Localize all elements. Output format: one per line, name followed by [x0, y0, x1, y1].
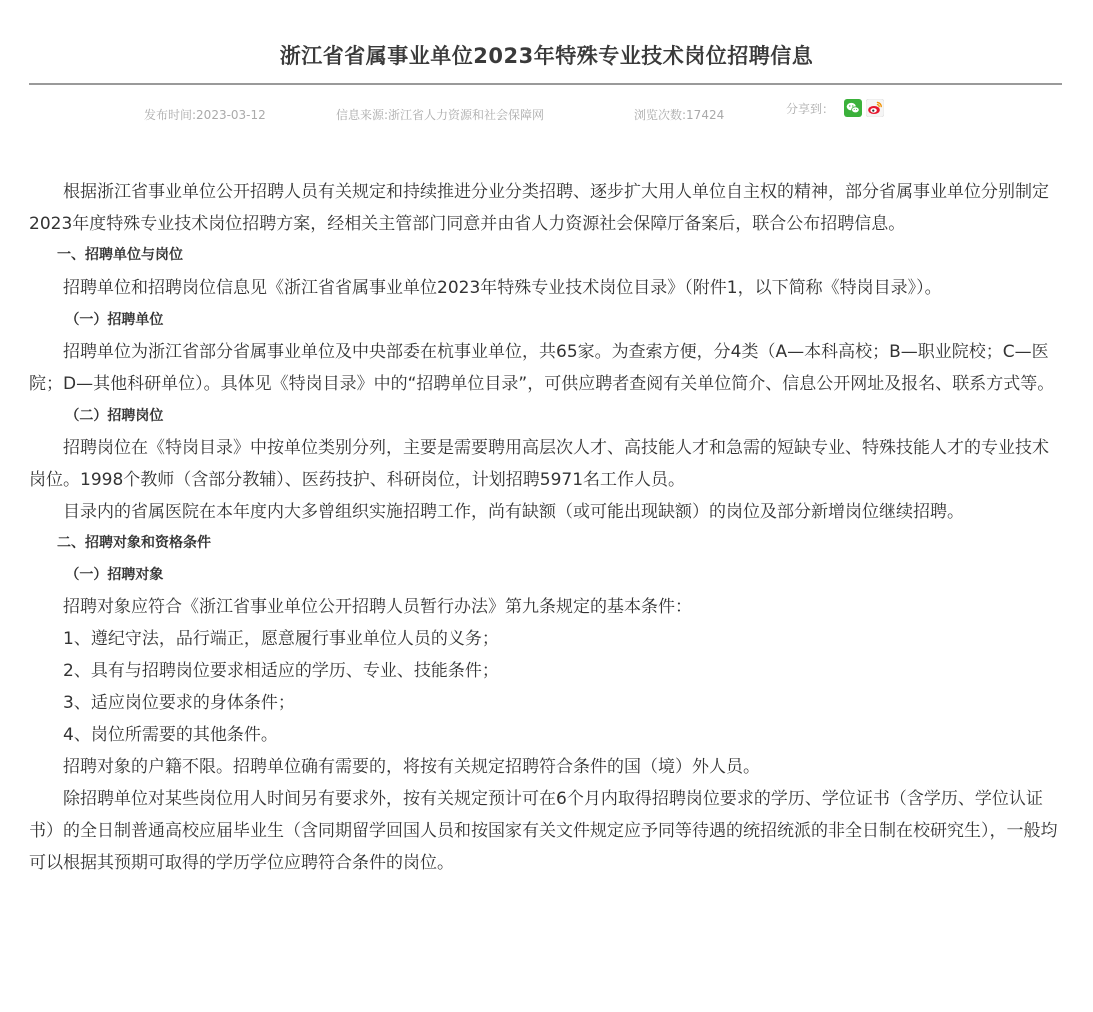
body-paragraph: 招聘单位为浙江省部分省属事业单位及中央部委在杭事业单位，共65家。为查索方便，分4类（A—本科高校；B—职业院校；C—医院；D—其他科研单位）。具体见《特岗目录》中的“招聘单位目录”，可供应聘者查阅有关单位简介、信息公开网址及报名、联系方式等。	[29, 341, 1055, 394]
title-divider	[29, 83, 1062, 85]
body-paragraph: 招聘岗位在《特岗目录》中按单位类别分列，主要是需要聘用高层次人才、高技能人才和急需的短缺专业、特殊技能人才的专业技术岗位。1998个教师（含部分教辅）、医药技护、科研岗位，计划招聘5971名工作人员。	[29, 437, 1049, 490]
list-item: 4、岗位所需要的其他条件。	[63, 725, 278, 745]
share-label: 分享到：	[786, 101, 835, 116]
body-paragraph: 除招聘单位对某些岗位用人时间另有要求外，按有关规定预计可在6个月内取得招聘岗位要求的学历、学位证书（含学历、学位认证书）的全日制普通高校应届毕业生（含同期留学回国人员和按国家有关文件规定应予同等待遇的统招统派的非全日制在校研究生），一般均可以根据其预期可取得的学历学位应聘符合条件的岗位。	[29, 789, 1058, 873]
info-source: 信息来源:浙江省人力资源和社会保障网	[336, 108, 545, 122]
share-bar	[786, 99, 888, 117]
publish-date: 发布时间:2023-03-12	[144, 108, 266, 122]
article-body	[29, 176, 1065, 879]
weibo-icon[interactable]	[866, 99, 884, 117]
body-paragraph: 目录内的省属医院在本年度内大多曾组织实施招聘工作，尚有缺额（或可能出现缺额）的岗位及部分新增岗位继续招聘。	[63, 501, 964, 522]
body-paragraph: 招聘对象应符合《浙江省事业单位公开招聘人员暂行办法》第九条规定的基本条件：	[63, 597, 692, 617]
view-count: 浏览次数:17424	[634, 108, 725, 122]
list-item: 2、具有与招聘岗位要求相适应的学历、专业、技能条件；	[63, 661, 499, 681]
body-paragraph: 招聘单位和招聘岗位信息见《浙江省省属事业单位2023年特殊专业技术岗位目录》（附件1，以下简称《特岗目录》）。	[63, 277, 942, 298]
subsection-heading: （一）招聘对象	[65, 567, 164, 583]
intro-paragraph: 根据浙江省事业单位公开招聘人员有关规定和持续推进分业分类招聘、逐步扩大用人单位自主权的精神，部分省属事业单位分别制定2023年度特殊专业技术岗位招聘方案，经相关主管部门同意并由省人力资源社会保障厅备案后，联合公布招聘信息。	[29, 182, 1049, 234]
subsection-heading: （一）招聘单位	[65, 311, 164, 328]
section-heading: 二、招聘对象和资格条件	[57, 534, 211, 551]
page-title: 浙江省省属事业单位2023年特殊专业技术岗位招聘信息	[279, 44, 814, 68]
wechat-icon[interactable]	[844, 99, 862, 117]
subsection-heading: （二）招聘岗位	[65, 407, 164, 424]
list-item: 3、适应岗位要求的身体条件；	[63, 693, 295, 713]
list-item: 1、遵纪守法，品行端正，愿意履行事业单位人员的义务；	[63, 629, 499, 649]
section-heading: 一、招聘单位与岗位	[57, 247, 183, 263]
body-paragraph: 招聘对象的户籍不限。招聘单位确有需要的，将按有关规定招聘符合条件的国（境）外人员。	[63, 757, 760, 777]
